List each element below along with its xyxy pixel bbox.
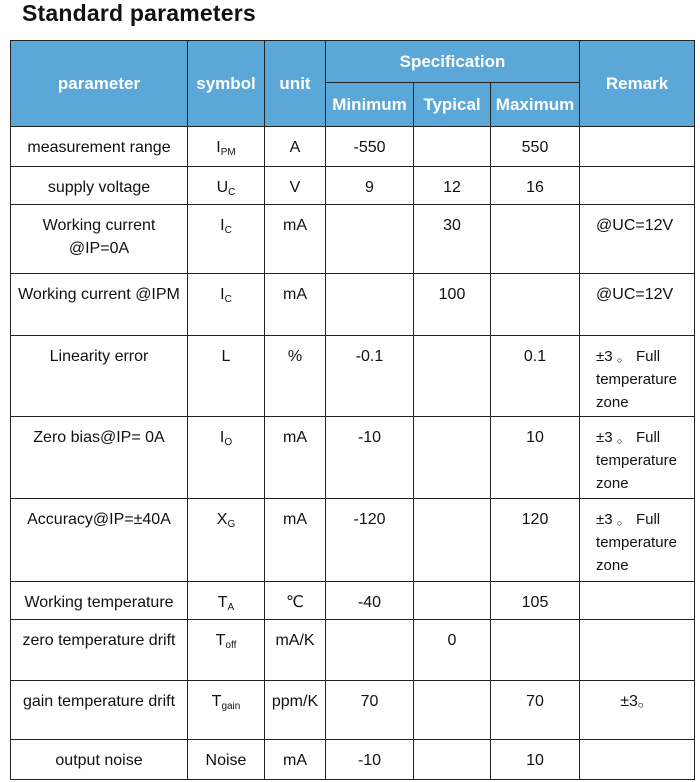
maximum-cell	[491, 205, 580, 274]
maximum-cell: 120	[491, 499, 580, 582]
symbol-main: T	[211, 693, 222, 710]
minimum-cell: -550	[326, 127, 414, 167]
minimum-cell: -40	[326, 582, 414, 620]
parameter-cell: measurement range	[11, 127, 188, 167]
symbol-cell	[188, 620, 265, 681]
symbol-cell	[188, 167, 265, 205]
symbol-cell	[188, 274, 265, 336]
remark-cell: ±3 。 Full temperature zone	[580, 499, 695, 582]
remark-cell: @UC=12V	[580, 205, 695, 274]
symbol-cell	[188, 127, 265, 167]
symbol-subscript: gain	[221, 701, 241, 712]
symbol-subscript: O	[224, 437, 233, 448]
minimum-cell: -10	[326, 417, 414, 499]
parameter-cell: zero temperature drift	[11, 620, 188, 681]
table-row	[11, 582, 695, 620]
typical-cell: 100	[414, 274, 491, 336]
parameter-cell: Working current @IP=0A	[11, 205, 188, 274]
remark-cell: ±3 。 Full temperature zone	[580, 417, 695, 499]
symbol-main: Noise	[205, 752, 247, 769]
typical-cell	[414, 582, 491, 620]
typical-cell	[414, 417, 491, 499]
maximum-cell: 0.1	[491, 336, 580, 417]
minimum-cell	[326, 620, 414, 681]
table-row	[11, 127, 695, 167]
symbol-main: I	[219, 429, 225, 446]
parameter-cell: Working current @IPM	[11, 274, 188, 336]
remark-cell	[580, 167, 695, 205]
unit-cell: ℃	[265, 582, 326, 620]
table-row	[11, 274, 695, 336]
minimum-cell: -10	[326, 740, 414, 780]
parameter-cell: supply voltage	[11, 167, 188, 205]
table-row	[11, 681, 695, 740]
symbol-cell	[188, 681, 265, 740]
unit-cell: mA	[265, 417, 326, 499]
symbol-subscript: off	[225, 640, 237, 651]
remark-cell: ±3。	[580, 681, 695, 740]
page-title: Standard parameters	[22, 0, 256, 26]
parameter-cell: Working temperature	[11, 582, 188, 620]
table-row	[11, 499, 695, 582]
typical-cell: 0	[414, 620, 491, 681]
symbol-subscript: G	[227, 519, 236, 530]
maximum-cell: 16	[491, 167, 580, 205]
maximum-cell: 10	[491, 740, 580, 780]
symbol-main: I	[220, 286, 225, 303]
symbol-subscript: C	[228, 187, 236, 198]
symbol-main: L	[221, 348, 231, 365]
typical-cell	[414, 740, 491, 780]
minimum-cell: 70	[326, 681, 414, 740]
minimum-cell	[326, 205, 414, 274]
header-parameter: parameter	[11, 41, 188, 127]
header-unit: unit	[265, 41, 326, 127]
remark-cell: ±3 。 Full temperature zone	[580, 336, 695, 417]
symbol-subscript: PM	[220, 147, 236, 158]
table-row	[11, 620, 695, 681]
parameter-cell: Zero bias@IP= 0A	[11, 417, 188, 499]
table-row	[11, 417, 695, 499]
header-minimum: Minimum	[326, 83, 414, 127]
remark-cell	[580, 740, 695, 780]
minimum-cell: 9	[326, 167, 414, 205]
typical-cell	[414, 499, 491, 582]
remark-cell	[580, 582, 695, 620]
header-specification: Specification	[326, 41, 580, 83]
minimum-cell: -0.1	[326, 336, 414, 417]
symbol-cell	[188, 417, 265, 499]
typical-cell	[414, 336, 491, 417]
maximum-cell: 105	[491, 582, 580, 620]
symbol-subscript: C	[224, 225, 232, 236]
table-row	[11, 167, 695, 205]
unit-cell: mA/K	[265, 620, 326, 681]
symbol-cell	[188, 499, 265, 582]
maximum-cell	[491, 274, 580, 336]
minimum-cell	[326, 274, 414, 336]
table-row	[11, 205, 695, 274]
table-row	[11, 740, 695, 780]
maximum-cell: 550	[491, 127, 580, 167]
symbol-main: U	[216, 179, 229, 196]
unit-cell: mA	[265, 205, 326, 274]
symbol-main: X	[216, 511, 228, 528]
parameter-cell: gain temperature drift	[11, 681, 188, 740]
typical-cell	[414, 127, 491, 167]
symbol-main: I	[220, 217, 225, 234]
symbol-cell	[188, 740, 265, 780]
unit-cell: mA	[265, 740, 326, 780]
header-symbol: symbol	[188, 41, 265, 127]
header-remark: Remark	[580, 41, 695, 127]
unit-cell: V	[265, 167, 326, 205]
unit-cell: mA	[265, 499, 326, 582]
symbol-cell	[188, 336, 265, 417]
parameters-table	[10, 40, 695, 780]
typical-cell: 12	[414, 167, 491, 205]
symbol-subscript: A	[227, 602, 235, 613]
unit-cell: A	[265, 127, 326, 167]
header-maximum: Maximum	[491, 83, 580, 127]
minimum-cell: -120	[326, 499, 414, 582]
remark-cell: @UC=12V	[580, 274, 695, 336]
symbol-main: T	[215, 632, 226, 649]
maximum-cell	[491, 620, 580, 681]
maximum-cell: 70	[491, 681, 580, 740]
remark-cell	[580, 620, 695, 681]
parameter-cell: Linearity error	[11, 336, 188, 417]
unit-cell: ppm/K	[265, 681, 326, 740]
unit-cell: mA	[265, 274, 326, 336]
remark-cell	[580, 127, 695, 167]
header-typical: Typical	[414, 83, 491, 127]
unit-cell: %	[265, 336, 326, 417]
symbol-cell	[188, 582, 265, 620]
typical-cell	[414, 681, 491, 740]
maximum-cell: 10	[491, 417, 580, 499]
symbol-main: T	[217, 594, 228, 611]
table-row	[11, 336, 695, 417]
symbol-main: I	[216, 139, 221, 156]
parameter-cell: output noise	[11, 740, 188, 780]
parameter-cell: Accuracy@IP=±40A	[11, 499, 188, 582]
typical-cell: 30	[414, 205, 491, 274]
symbol-subscript: C	[224, 294, 232, 305]
symbol-cell	[188, 205, 265, 274]
